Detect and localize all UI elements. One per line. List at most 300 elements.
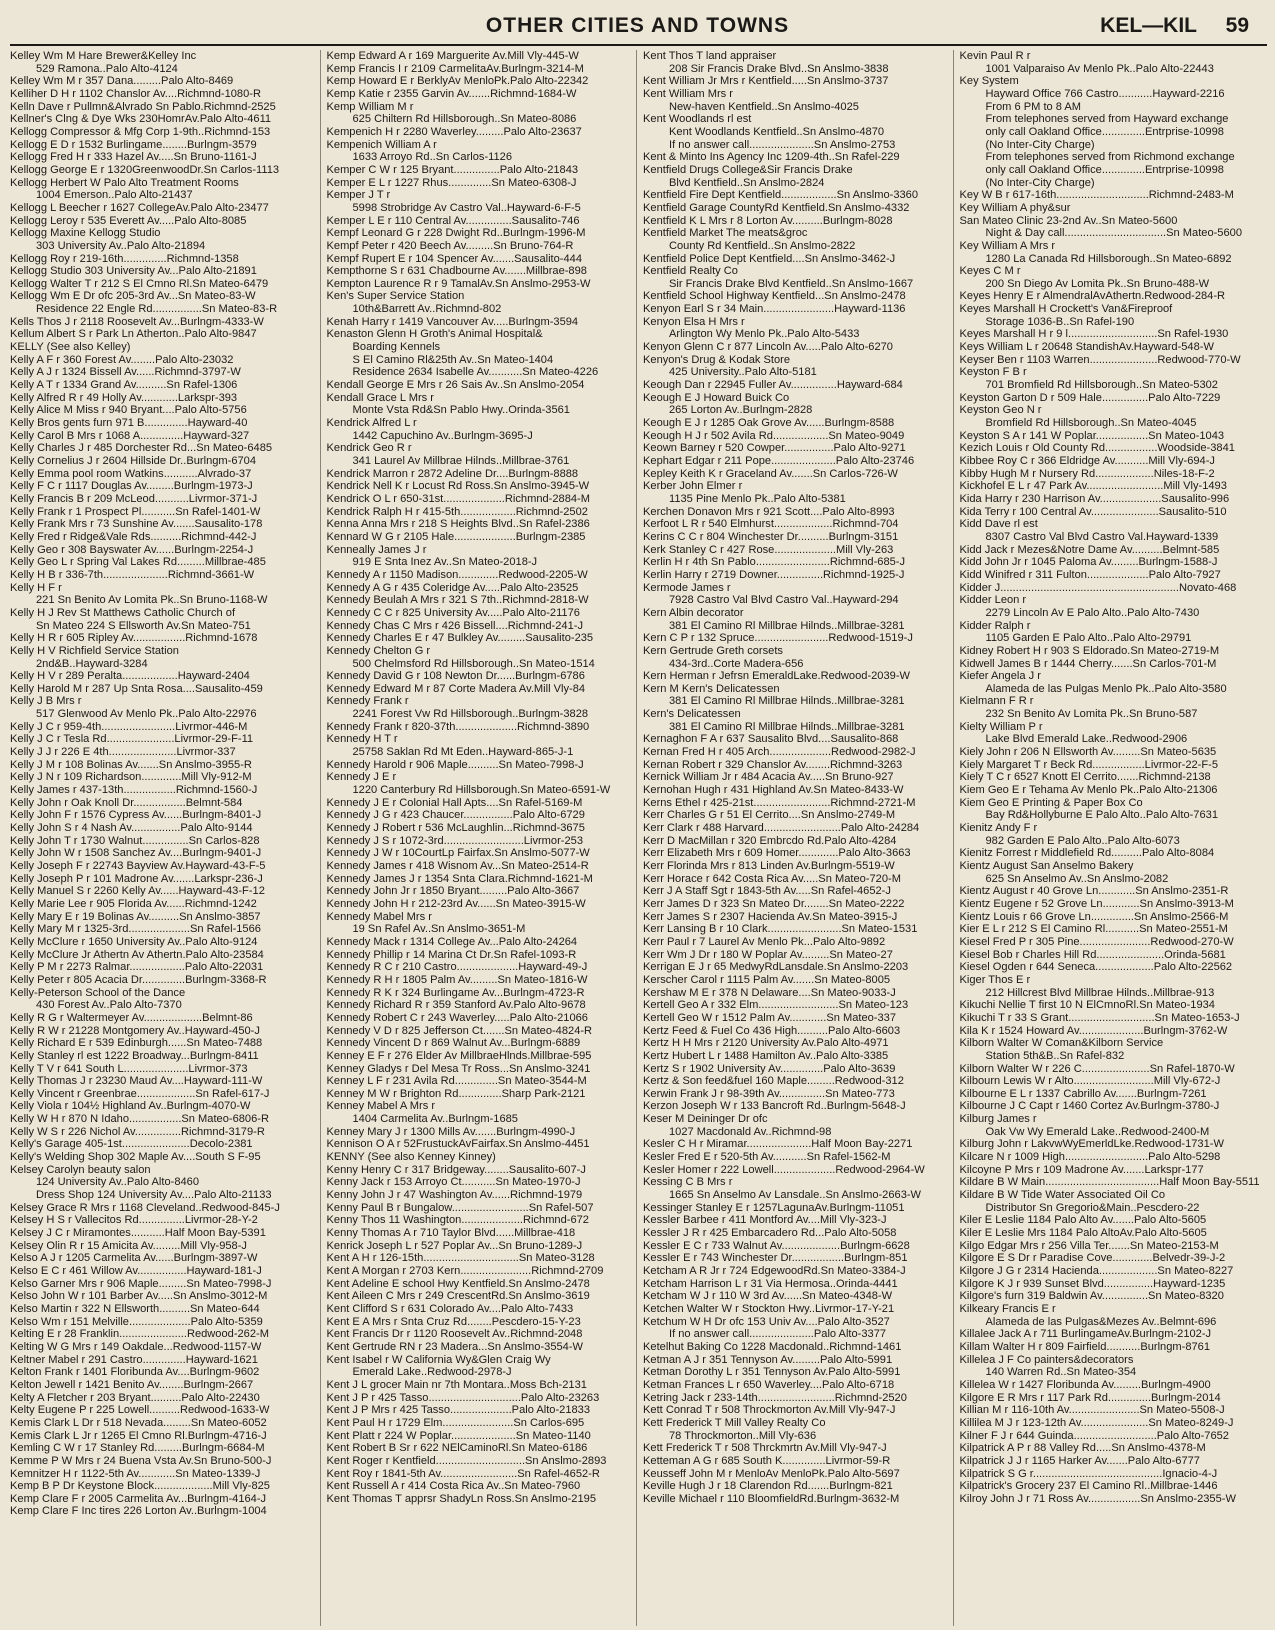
listing-line: Oak Vw Wy Emerald Lake..Redwood-2400-M (985, 1125, 1210, 1138)
listing-line: Kent Clifford S r 631 Colorado Av....Palo Alto-7433 (326, 1302, 574, 1315)
listing-line: Kelly Emma pool room Watkins...........Alvrado-37 (10, 467, 252, 480)
listing-line: Kellogg Roy r 219-16th..............Richmnd-1358 (10, 252, 239, 265)
listing-line: Kelly Geo L r Spring Val Lakes Rd.........Millbrae-485 (10, 556, 266, 569)
listing-line: Kemp Clare F Inc tires 226 Lorton Av..Burlngm-1004 (10, 1505, 267, 1518)
listing-line: Kelly Mary M r 1325-3rd....................Sn Rafel-1566 (10, 923, 261, 936)
listing-line: Kennedy J W r 10CourtLp Fairfax.Sn Anslmo-5077-W (326, 847, 590, 860)
listing-line: Kientz Louis r 66 Grove Ln..............Sn Anslmo-2566-M (959, 910, 1229, 923)
listing-line: Ketchum W H Dr ofc 153 Univ Av....Palo Alto-3527 (643, 1315, 890, 1328)
listing-line: Key System (959, 75, 1019, 88)
listing-line: Kett Conrad T r 508 Throckmorton Av.Mill Vly-947-J (643, 1404, 896, 1417)
listing-line: 5998 Strobridge Av Castro Val..Hayward-6-F-5 (352, 201, 581, 214)
listing-line: Kennedy H T r (326, 733, 398, 746)
listing-line: Kelly Harold M r 287 Up Snta Rosa....Sausalito-459 (10, 682, 263, 695)
listing-line: Keyser Ben r 1103 Warren......................Redwood-770-W (959, 353, 1241, 366)
listing-line: Kenny Thomas A r 710 Taylor Blvd......Millbrae-418 (326, 1227, 576, 1240)
listing-line: 124 University Av..Palo Alto-8460 (36, 1176, 200, 1189)
listing-line: Kerr Wm J Dr r 180 W Poplar Av.........Sn Mateo-27 (643, 948, 893, 961)
listing-line: From telephones served from Richmond exchange (985, 151, 1235, 164)
listing-line: Kent Thomas T apprsr ShadyLn Ross.Sn Anslmo-2195 (326, 1492, 596, 1505)
directory-column (327, 50, 638, 1626)
listing-line: Kerr Lansing B r 10 Clark........................Sn Mateo-1531 (643, 923, 918, 936)
listing-line: Keys William L r 20648 StandishAv.Hayward-548-W (959, 341, 1214, 354)
listing-line: Kelly Vincent r Greenbrae...................Sn Rafel-617-J (10, 1087, 270, 1100)
listing-line: Kenny John J r 47 Washington Av......Richmnd-1979 (326, 1189, 583, 1202)
listing-line: Kelly James r 437-13th.................Richmnd-1560-J (10, 784, 258, 797)
listing-line: Ketring Jack r 233-14th.........................Richmnd-2520 (643, 1391, 907, 1404)
listing-line: Kennedy Chas C Mrs r 426 Bissell....Richmnd-241-J (326, 619, 583, 632)
listing-line: Kerr Paul r 7 Laurel Av Menlo Pk...Palo Alto-9892 (643, 935, 886, 948)
header-rule (10, 44, 1267, 46)
listing-line: Kempf Rupert E r 104 Spencer Av.......Sausalito-444 (326, 252, 583, 265)
listing-line: Blvd Kentfield..Sn Anslmo-2824 (669, 176, 825, 189)
listing-line: Kessler E C r 733 Walnut Av...................Burlngm-6628 (643, 1239, 910, 1252)
listing-line: Kennedy Frank r (326, 695, 409, 708)
listing-line: Keough H J r 502 Avila Rd..................Sn Mateo-9049 (643, 429, 905, 442)
listing-line: Kerzon Joseph W r 133 Bancroft Rd..Burlngm-5648-J (643, 1100, 906, 1113)
listing-line: Kenney Gladys r Del Mesa Tr Ross...Sn Anslmo-3241 (326, 1062, 591, 1075)
listing-line: 232 Sn Benito Av Lomita Pk..Sn Bruno-587 (985, 708, 1198, 721)
listing-line: Kellogg Maxine Kellogg Studio (10, 227, 161, 240)
listing-line: (No Inter-City Charge) (985, 176, 1095, 189)
listing-line: Sir Francis Drake Blvd Kentfield..Sn Anslmo-1667 (669, 277, 914, 290)
listing-line: Kennard W G r 2105 Hale....................Burlngm-2385 (326, 530, 586, 543)
listing-line: Kemling C W r 17 Stanley Rd.........Burlngm-6684-M (10, 1442, 265, 1455)
listing-line: Kennedy J Robert r 536 McLaughlin...Richmnd-3675 (326, 822, 585, 835)
listing-line: Kennedy James J r 1354 Snta Clara.Richmnd-1621-M (326, 872, 593, 885)
directory-columns (10, 50, 1270, 1626)
listing-line: Kildare B W Tide Water Associated Oil Co (959, 1189, 1166, 1202)
listing-line: Kemp Francis I r 2109 CarmelitaAv.Burlngm-3214-M (326, 62, 584, 75)
listing-line: Kiesel Bob r Charles Hill Rd......................Orinda-5681 (959, 948, 1226, 961)
page-range-label: KEL—KIL (1100, 14, 1197, 37)
listing-line: If no answer call.....................Palo Alto-3377 (669, 1328, 887, 1341)
listing-line: Killam Walter H r 809 Fairfield...........Burlngm-8761 (959, 1340, 1211, 1353)
listing-line: Kilborn Walter W r 226 C......................Sn Rafel-1870-W (959, 1062, 1235, 1075)
listing-line: Kelley Wm M r 357 Dana.........Palo Alto-8469 (10, 75, 234, 88)
listing-line: Kesler Fred E r 520-5th Av...........Sn Rafel-1562-M (643, 1151, 891, 1164)
listing-line: Kemp Edward A r 169 Marguerite Av.Mill Vly-445-W (326, 50, 579, 62)
listing-line: Kertz Feed & Fuel Co 436 High..........Palo Alto-6603 (643, 1024, 901, 1037)
listing-line: Kila K r 1524 Howard Av.....................Burlngm-3762-W (959, 1024, 1228, 1037)
listing-line: Kelly A J r 1324 Bissell Av......Richmnd-3797-W (10, 366, 241, 379)
listing-line: Kellogg L Beecher r 1627 CollegeAv.Palo Alto-23477 (10, 201, 269, 214)
listing-line: 78 Throckmorton..Mill Vly-636 (669, 1429, 817, 1442)
listing-line: Kidder J..........................................................Novato-468 (959, 581, 1237, 594)
listing-line: Kenyon Elsa H Mrs r (643, 315, 745, 328)
listing-line: Kelly R G r Waltermeyer Av...................Belmnt-86 (10, 1011, 253, 1024)
listing-line: Kent Adeline E school Hwy Kentfield.Sn Anslmo-2478 (326, 1277, 590, 1290)
listing-line: Kelly John S r 4 Nash Av................Palo Alto-9144 (10, 822, 253, 835)
listing-line: 200 Sn Diego Av Lomita Pk..Sn Bruno-488-W (985, 277, 1210, 290)
listing-line: KELLY (See also Kelley) (10, 341, 131, 354)
listing-line: Kempton Laurence R r 9 TamalAv.Sn Anslmo-2953-W (326, 277, 591, 290)
listing-line: Kernick William Jr r 484 Acacia Av.....Sn Bruno-927 (643, 771, 894, 784)
listing-line: Storage 1036-B..Sn Rafel-190 (985, 315, 1135, 328)
listing-line: Kerchen Donavon Mrs r 921 Scott....Palo Alto-8993 (643, 505, 895, 518)
listing-line: Residence 2634 Isabelle Av...........Sn Mateo-4226 (352, 366, 599, 379)
listing-line: Kennedy Harold r 906 Maple..........Sn Mateo-7998-J (326, 758, 584, 771)
listing-line: 1665 Sn Anselmo Av Lansdale..Sn Anslmo-2663-W (669, 1189, 922, 1202)
listing-line: Kendall Grace L Mrs r (326, 391, 434, 404)
listing-line: Kent William Mrs r (643, 87, 733, 100)
listing-line: Hayward Office 766 Castro...........Hayward-2216 (985, 87, 1225, 100)
listing-line: Kientz August r 40 Grove Ln............Sn Anslmo-2351-R (959, 885, 1229, 898)
listing-line: Kenaston Glenn H Groth's Animal Hospital& (326, 328, 543, 341)
listing-line: Kennedy Mack r 1314 College Av...Palo Alto-24264 (326, 935, 578, 948)
listing-line: Kempenich William A r (326, 138, 437, 151)
listing-line: Kendrick Ralph H r 415-5th..................Richmnd-2502 (326, 505, 588, 518)
listing-line: Keusseff John M r MenloAv MenloPk.Palo Alto-5697 (643, 1467, 900, 1480)
listing-line: Kentfield Realty Co (643, 265, 738, 278)
listing-line: Kennedy J S r 1072-3rd..........................Livrmor-253 (326, 834, 583, 847)
listing-line: Kellner's Clng & Dye Wks 230HomrAv.Palo Alto-4611 (10, 113, 272, 126)
listing-line: Kellogg Leroy r 535 Everett Av.....Palo Alto-8085 (10, 214, 247, 227)
listing-line: Kelly's Garage 405-1st......................Decolo-2381 (10, 1138, 253, 1151)
listing-line: Keville Michael r 110 BloomfieldRd.Burlngm-3632-M (643, 1492, 900, 1505)
listing-line: Kershaw M E r 378 N Delaware....Sn Mateo-9033-J (643, 986, 896, 999)
listing-line: Kiler E Leslie 1184 Palo Alto Av.......Palo Alto-5605 (959, 1214, 1207, 1227)
listing-line: Kezich Louis r Old County Rd.................Woodside-3841 (959, 442, 1235, 455)
listing-line: Kilbourn Lewis W r Alto..........................Mill Vly-672-J (959, 1075, 1221, 1088)
listing-line: Kelly J C r 959-4th........................Livrmor-446-M (10, 720, 248, 733)
listing-line: Kelly-Peterson School of the Dance (10, 986, 186, 999)
listing-line: Kertell Geo W r 1512 Palm Av............Sn Mateo-337 (643, 1011, 897, 1024)
listing-line: Kelly J C r Tesla Rd......................Livrmor-29-F-11 (10, 733, 254, 746)
listing-line: Ketchen Walter W r Stockton Hwy..Livrmor-17-Y-21 (643, 1302, 895, 1315)
listing-line: Kepley Keith K r Graceland Av.......Sn Carlos-726-W (643, 467, 898, 480)
listing-line: Kemp B P Dr Keystone Block...................Mill Vly-825 (10, 1480, 270, 1493)
listing-line: Kennedy James r 418 Wisnom Av...Sn Mateo-2514-R (326, 860, 589, 872)
listing-line: Kent Francis Dr r 1120 Roosevelt Av..Richmnd-2048 (326, 1328, 583, 1341)
listing-line: Kelly H R r 605 Ripley Av.................Richmnd-1678 (10, 632, 258, 645)
listing-line: Kielmann F R r (959, 695, 1034, 708)
listing-line: Kerr James D r 323 Sn Mateo Dr........Sn Mateo-2222 (643, 897, 905, 910)
listing-line: Kernohan Hugh r 431 Highland Av.Sn Mateo-8433-W (643, 784, 904, 797)
listing-line: 529 Ramona..Palo Alto-4124 (36, 62, 178, 75)
listing-line: Kiem Geo E r Tehama Av Menlo Pk..Palo Alto-21306 (959, 784, 1218, 797)
listing-line: 919 E Snta Inez Av..Sn Mateo-2018-J (352, 556, 538, 569)
listing-line: Kellogg Studio 303 University Av...Palo Alto-21891 (10, 265, 257, 278)
listing-line: Kelley Wm M Hare Brewer&Kelley Inc (10, 50, 197, 62)
listing-line: Lake Blvd Emerald Lake..Redwood-2906 (985, 733, 1188, 746)
listing-line: Kikuchi T r 33 S Grant............................Sn Mateo-1653-J (959, 1011, 1240, 1024)
listing-line: Keyes Marshall H r 9 l.............................Sn Rafel-1930 (959, 328, 1229, 341)
listing-line: Ketman Frances L r 650 Waverley....Palo Alto-6718 (643, 1378, 895, 1391)
listing-line: Kennedy John H r 212-23rd Av......Sn Mateo-3915-W (326, 897, 586, 910)
listing-line: 1105 Garden E Palo Alto..Palo Alto-29791 (985, 632, 1192, 645)
listing-line: 7928 Castro Val Blvd Castro Val..Hayward-294 (669, 594, 899, 607)
listing-line: Kildare B W Main.....................................Half Moon Bay-5511 (959, 1176, 1260, 1189)
listing-line: Kellogg Wm E Dr ofc 205-3rd Av...Sn Mateo-83-W (10, 290, 256, 303)
listing-line: Kelly R W r 21228 Montgomery Av..Hayward-450-J (10, 1024, 260, 1037)
listing-line: Kempf Peter r 420 Beech Av.........Sn Bruno-764-R (326, 239, 574, 252)
listing-line: Keough E J Howard Buick Co (643, 391, 790, 404)
listing-line: Kemper C W r 125 Bryant...............Palo Alto-21843 (326, 163, 579, 176)
listing-line: Kelly J B Mrs r (10, 695, 82, 708)
listing-line: San Mateo Clinic 23-2nd Av..Sn Mateo-5600 (959, 214, 1178, 227)
listing-line: Kent A Morgan r 2703 Kern.......................Richmnd-2709 (326, 1265, 604, 1277)
listing-line: 1280 La Canada Rd Hillsborough..Sn Mateo-6892 (985, 252, 1232, 265)
listing-line: 1004 Emerson..Palo Alto-21437 (36, 189, 193, 202)
listing-line: Kemp Howard E r BerklyAv MenloPk.Palo Alto-22342 (326, 75, 589, 88)
listing-line: Kennedy Chelton G r (326, 644, 431, 657)
listing-line: Kientz August San Anselmo Bakery (959, 860, 1134, 872)
listing-line: Kidder Ralph r (959, 619, 1031, 632)
listing-line: Kilgore K J r 939 Sunset Blvd................Hayward-1235 (959, 1277, 1226, 1290)
listing-line: Kendrick Geo R r (326, 442, 412, 455)
listing-line: Kennedy Richard R r 359 Stanford Av.Palo Alto-9678 (326, 999, 586, 1012)
listing-line: Kennedy Phillip r 14 Marina Ct Dr.Sn Rafel-1093-R (326, 948, 577, 961)
listing-line: Kennedy V D r 825 Jefferson Ct.......Sn Mateo-4824-R (326, 1024, 593, 1037)
listing-line: 2nd&B..Hayward-3284 (36, 657, 148, 670)
listing-line: Kemper J T r (326, 189, 391, 202)
listing-line: Keyston Geo N r (959, 404, 1042, 417)
listing-line: Kent J L grocer Main nr 7th Montara..Moss Bch-2131 (326, 1378, 587, 1391)
listing-line: Kelsey J C r Miramontes...........Half Moon Bay-5391 (10, 1227, 266, 1240)
listing-line: Kent Isabel r W California Wy&Glen Craig Wy (326, 1353, 551, 1366)
listing-line: Kidwell James B r 1444 Cherry.......Sn Carlos-701-M (959, 657, 1217, 670)
listing-line: Kelly J N r 109 Richardson.............Mill Vly-912-M (10, 771, 252, 784)
listing-line: Kennedy Vincent D r 869 Walnut Av...Burlngm-6889 (326, 1037, 581, 1050)
listing-line: Kelly Marie Lee r 905 Florida Av......Richmnd-1242 (10, 897, 257, 910)
listing-line: 2279 Lincoln Av E Palo Alto..Palo Alto-7430 (985, 606, 1200, 619)
listing-line: Kelly A F r 360 Forest Av........Palo Alto-23032 (10, 353, 234, 366)
listing-line: Kenyon Glenn C r 877 Lincoln Av.....Palo Alto-6270 (643, 341, 893, 354)
listing-line: Kennedy C C r 825 University Av.....Palo Alto-21176 (326, 606, 580, 619)
listing-line: 2241 Forest Vw Rd Hillsborough..Burlngm-3828 (352, 708, 589, 721)
listing-line: Kenney Mabel A Mrs r (326, 1100, 436, 1113)
listing-line: Kelly Joseph F r 22743 Bayview Av.Hayward-43-F-5 (10, 860, 266, 872)
listing-line: Kiesel Fred P r 305 Pine.......................Redwood-270-W (959, 935, 1234, 948)
listing-line: 1001 Valparaiso Av Menlo Pk..Palo Alto-22443 (985, 62, 1214, 75)
listing-line: 19 Sn Rafel Av..Sn Anslmo-3651-M (352, 923, 526, 936)
listing-line: Kelly H B r 336-7th.....................Richmnd-3661-W (10, 568, 255, 581)
listing-line: Kelly Carol B Mrs r 1068 A..............Hayward-327 (10, 429, 250, 442)
listing-line: Kent Thos T land appraiser (643, 50, 777, 62)
listing-line: Kennedy J E r (326, 771, 397, 784)
listing-line: Kennedy Edward M r 87 Corte Madera Av.Mill Vly-84 (326, 682, 586, 695)
listing-line: Kennedy Frank r 820-37th....................Richmnd-3890 (326, 720, 590, 733)
listing-line: Keyston S A r 141 W Poplar.................Sn Mateo-1043 (959, 429, 1225, 442)
page-title: OTHER CITIES AND TOWNS (485, 14, 790, 37)
listing-line: Kent Roger r Kentfield.............................Sn Anslmo-2893 (326, 1454, 607, 1467)
listing-line: Kelly McClure r 1650 University Av..Palo Alto-9124 (10, 935, 258, 948)
listing-line: Kerr J A Staff Sgt r 1843-5th Av.....Sn Rafel-4652-J (643, 885, 891, 898)
listing-line: Dress Shop 124 University Av....Palo Alto-21133 (36, 1189, 272, 1202)
listing-line: Kielty William P r (959, 720, 1043, 733)
listing-line: If no answer call.....................Sn Anslmo-2753 (669, 138, 896, 151)
listing-line: 434-3rd..Corte Madera-656 (669, 657, 804, 670)
listing-line: Kelly J J r 226 E 4th......................Livrmor-337 (10, 746, 236, 759)
listing-line: Kiesel Ogden r 644 Seneca...................Palo Alto-22562 (959, 961, 1233, 974)
listing-line: 517 Glenwood Av Menlo Pk..Palo Alto-22976 (36, 708, 257, 721)
listing-line: Kernan Fred H r 405 Arch....................Redwood-2982-J (643, 746, 916, 759)
listing-line: Kelly Thomas J r 23230 Maud Av....Hayward-111-W (10, 1075, 263, 1088)
listing-line: Kennedy A r 1150 Madison.............Redwood-2205-W (326, 568, 588, 581)
listing-line: Kern Herman r Jefrsn EmeraldLake.Redwood-2039-W (643, 670, 910, 683)
listing-line: Kennison O A r 52FrustuckAvFairfax.Sn Anslmo-4451 (326, 1138, 590, 1151)
listing-line: Kidd Dave rl est (959, 518, 1038, 531)
listing-line: Residence 22 Engle Rd................Sn Mateo-83-R (36, 303, 278, 316)
listing-line: Keough Dan r 22945 Fuller Av...............Hayward-684 (643, 379, 903, 392)
listing-line: Kilgore's furn 319 Baldwin Av...............Sn Mateo-8320 (959, 1290, 1224, 1303)
listing-line: Keown Barney r 520 Cowper................Palo Alto-9271 (643, 442, 906, 455)
listing-line: Kelly H F r (10, 581, 62, 594)
listing-line: Kent Robert B Sr r 622 NElCaminoRl.Sn Mateo-6186 (326, 1442, 588, 1455)
listing-line: Kelly Frank Mrs r 73 Sunshine Av.......Sausalito-178 (10, 518, 263, 531)
page-header (0, 0, 1275, 44)
listing-line: Kida Harry r 230 Harrison Av....................Sausalito-996 (959, 492, 1230, 505)
listing-line: Kennedy Robert C r 243 Waverley.....Palo Alto-21066 (326, 1011, 588, 1024)
listing-line: Ken's Super Service Station (326, 290, 465, 303)
listing-line: Kelton Frank r 1401 Floribunda Av....Burlngm-9602 (10, 1366, 260, 1379)
listing-line: S El Camino Rl&25th Av..Sn Mateo-1404 (352, 353, 554, 366)
listing-line: Kerr Horace r 642 Costa Rica Av.....Sn Mateo-720-M (643, 872, 901, 885)
listing-line: 212 Hillcrest Blvd Millbrae Hilnds..Millbrae-913 (985, 986, 1215, 999)
listing-line: 1027 Macdonald Av..Richmnd-98 (669, 1125, 832, 1138)
directory-column (643, 50, 954, 1626)
listing-line: Kiler E Leslie Mrs 1184 Palo AltoAv.Palo Alto-5605 (959, 1227, 1207, 1240)
listing-line: Kent Russell A r 414 Costa Rica Av..Sn Mateo-7960 (326, 1480, 581, 1493)
listing-line: Kevin Paul R r (959, 50, 1031, 62)
listing-line: Keser M Deininger Dr ofc (643, 1113, 768, 1126)
listing-line: Kemper E L r 1227 Rhus..............Sn Mateo-6308-J (326, 176, 577, 189)
listing-line: Ketcham Harrison L r 31 Via Hermosa..Orinda-4441 (643, 1277, 898, 1290)
listing-line: 625 Chiltern Rd Hillsborough..Sn Mateo-8086 (352, 113, 577, 126)
listing-line: Kessler J R r 425 Embarcadero Rd...Palo Alto-5058 (643, 1227, 897, 1240)
listing-line: Kerr Clark r 488 Harvard.........................Palo Alto-24284 (643, 822, 920, 835)
listing-line: Monte Vsta Rd&Sn Pablo Hwy..Orinda-3561 (352, 404, 570, 417)
listing-line: 1442 Capuchino Av..Burlngm-3695-J (352, 429, 533, 442)
listing-line: Kelly Fred r Ridge&Vale Rds..........Richmnd-442-J (10, 530, 257, 543)
listing-line: 1220 Canterbury Rd Hillsborough.Sn Mateo-6591-W (352, 784, 611, 797)
listing-line: Kerwin Frank J r 98-39th Av...............Sn Mateo-773 (643, 1087, 895, 1100)
listing-line: Kelly McClure Jr Athertn Av Athertn.Palo Alto-23584 (10, 948, 264, 961)
listing-line: 625 Sn Anselmo Av..Sn Anslmo-2082 (985, 872, 1169, 885)
listing-line: Kennedy John Jr r 1850 Bryant.........Palo Alto-3667 (326, 885, 580, 898)
listing-line: Kelly John T r 1730 Walnut...............Sn Carlos-828 (10, 834, 260, 847)
listing-line: Kilgore E R Mrs r 117 Park Rd..............Burlngm-2014 (959, 1391, 1221, 1404)
listing-line: Kellogg Walter T r 212 S El Cmno Rl.Sn Mateo-6479 (10, 277, 269, 290)
listing-line: Kennedy J E r Colonial Hall Apts....Sn Rafel-5169-M (326, 796, 583, 809)
listing-line: Killian M r 116-10th Av.......................Sn Mateo-5508-J (959, 1404, 1225, 1417)
listing-line: Kiely Margaret T r Beck Rd.................Livrmor-22-F-5 (959, 758, 1219, 771)
listing-line: Kessler Barbee r 411 Montford Av....Mill Vly-323-J (643, 1214, 887, 1227)
listing-line: Ketelhut Baking Co 1228 Macdonald..Richmnd-1461 (643, 1340, 902, 1353)
listing-line: Kilgo Edgar Mrs r 256 Villa Ter.......Sn Mateo-2153-M (959, 1239, 1219, 1252)
listing-line: Kempf Leonard G r 228 Dwight Rd..Burlngm-1996-M (326, 227, 586, 240)
listing-line: Killilea M J r 123-12th Av......................Sn Mateo-8249-J (959, 1416, 1234, 1429)
listing-line: From 6 PM to 8 AM (985, 100, 1082, 113)
listing-line: Kelsey H S r Vallecitos Rd...............Livrmor-28-Y-2 (10, 1214, 258, 1227)
listing-line: Kesler Homer r 222 Lowell....................Redwood-2964-W (643, 1163, 925, 1176)
listing-line: Kelly H V r 289 Peralta..................Hayward-2404 (10, 670, 250, 683)
listing-line: Kerlin Harry r 2719 Downer...............Richmnd-1925-J (643, 568, 905, 581)
listing-line: Kelly Francis B r 209 McLeod...........Livrmor-371-J (10, 492, 258, 505)
listing-line: Kempthorne S r 631 Chadbourne Av.......Millbrae-898 (326, 265, 587, 278)
listing-line: Kerr James S r 2307 Hacienda Av.Sn Mateo-3915-J (643, 910, 898, 923)
listing-line: Kennedy David G r 108 Newton Dr......Burlngm-6786 (326, 670, 585, 683)
listing-line: Keltner Mabel r 291 Castro..............Hayward-1621 (10, 1353, 258, 1366)
listing-line: Kenyon Earl S r 34 Main.......................Hayward-1136 (643, 303, 906, 316)
listing-line: Kessler E r 743 Winchester Dr.................Burlngm-851 (643, 1252, 908, 1265)
listing-line: only call Oakland Office..............Entrprise-10998 (985, 163, 1224, 176)
listing-line: Kent Aileen C Mrs r 249 CrescentRd.Sn Anslmo-3619 (326, 1290, 590, 1303)
listing-line: Kerr Charles G r 51 El Cerrito....Sn Anslmo-2749-M (643, 809, 896, 822)
listing-line: Kelty A Fletcher r 203 Bryant..........Palo Alto-22430 (10, 1391, 260, 1404)
listing-line: Kenny Jack r 153 Arroyo Ct...........Sn Mateo-1970-J (326, 1176, 581, 1189)
listing-line: Kelly Frank r 1 Prospect Pl...........Sn Rafel-1401-W (10, 505, 261, 518)
listing-line: Kelso Garner Mrs r 906 Maple.........Sn Mateo-7998-J (10, 1277, 272, 1290)
listing-line: Kilroy John J r 71 Ross Av.................Sn Anslmo-2355-W (959, 1492, 1236, 1505)
listing-line: Kent Roy r 1841-5th Av.........................Sn Rafel-4652-R (326, 1467, 600, 1480)
listing-line: Kentfield Drugs College&Sir Francis Drake (643, 163, 853, 176)
listing-line: Kennedy R C r 210 Castro....................Hayward-49-J (326, 961, 588, 974)
listing-line: Kiger Thos E r (959, 973, 1031, 986)
listing-line: Key W B r 617-16th..............................Richmnd-2483-M (959, 189, 1234, 202)
listing-line: Ketcham W J r 110 W 3rd Av......Sn Mateo-4348-W (643, 1290, 893, 1303)
listing-line: Kells Thos J r 2118 Roosevelt Av...Burlngm-4333-W (10, 315, 264, 328)
listing-line: Bay Rd&Hollyburne E Palo Alto..Palo Alto-7631 (985, 809, 1218, 822)
listing-line: 341 Laurel Av Millbrae Hilnds..Millbrae-3761 (352, 455, 570, 467)
listing-line: Kemis Clark L Dr r 518 Nevada.........Sn Mateo-6052 (10, 1416, 267, 1429)
listing-line: Kentfield Fire Dept Kentfield..................Sn Anslmo-3360 (643, 189, 919, 202)
listing-line: Kerr Elizabeth Mrs r 609 Homer.............Palo Alto-3663 (643, 847, 911, 860)
listing-line: Killelea J F Co painters&decorators (959, 1353, 1134, 1366)
listing-line: 303 University Av..Palo Alto-21894 (36, 239, 206, 252)
listing-line: 1633 Arroyo Rd..Sn Carlos-1126 (352, 151, 513, 164)
listing-line: Kent William Jr Mrs r Kentfield.....Sn Anslmo-3737 (643, 75, 889, 88)
listing-line: Kerk Stanley C r 427 Rose....................Mill Vly-263 (643, 543, 894, 556)
listing-line: Kiefer Angela J r (959, 670, 1041, 683)
listing-line: Kett Frederick T r 508 Thrckmrtn Av.Mill Vly-947-J (643, 1442, 887, 1455)
listing-line: Kennedy A G r 435 Coleridge Av.....Palo Alto-23525 (326, 581, 579, 594)
listing-line: Kilpatrick's Grocery 237 El Camino Rl..Millbrae-1446 (959, 1480, 1218, 1493)
listing-line: Kelliher D H r 1102 Chanslor Av....Richmnd-1080-R (10, 87, 261, 100)
listing-line: Kentfield K L Mrs r 8 Lorton Av..........Burlngm-8028 (643, 214, 893, 227)
listing-line: Kenyon's Drug & Kodak Store (643, 353, 791, 366)
listing-line: Kenney M W r Brighton Rd..............Sharp Park-2121 (326, 1087, 586, 1100)
listing-line: (No Inter-City Charge) (985, 138, 1095, 151)
listing-line: 1135 Pine Menlo Pk..Palo Alto-5381 (669, 492, 846, 505)
listing-line: Kennedy Charles E r 47 Bulkley Av.........Sausalito-235 (326, 632, 594, 645)
listing-line: 265 Lorton Av..Burlngm-2828 (669, 404, 813, 417)
listing-line: 500 Chelmsford Rd Hillsborough..Sn Mateo-1514 (352, 657, 595, 670)
listing-line: Kenny Thos 11 Washington....................Richmnd-672 (326, 1214, 589, 1227)
listing-line: Killelea W r 1427 Floribunda Av.........Burlngm-4900 (959, 1378, 1211, 1391)
directory-column (960, 50, 1271, 1626)
listing-line: Kemp Clare F r 2005 Carmelita Av...Burlngm-4164-J (10, 1492, 267, 1505)
listing-line: Kennedy R H r 1805 Palm Av.........Sn Mateo-1816-W (326, 973, 588, 986)
listing-line: Kellogg Fred H r 333 Hazel Av.....Sn Bruno-1161-J (10, 151, 257, 164)
listing-line: Kelsey Olin R r 15 Amicita Av.........Mill Vly-958-J (10, 1239, 247, 1252)
listing-line: Kenny Henry C r 317 Bridgeway........Sausalito-607-J (326, 1163, 586, 1176)
listing-line: 221 Sn Benito Av Lomita Pk..Sn Bruno-1168-W (36, 594, 268, 607)
listing-line: Kilbourne J C Capt r 1460 Cortez Av.Burlngm-3780-J (959, 1100, 1220, 1113)
listing-line: County Rd Kentfield..Sn Anslmo-2822 (669, 239, 856, 252)
listing-line: 8307 Castro Val Blvd Castro Val.Hayward-1339 (985, 530, 1219, 543)
listing-line: 140 Warren Rd..Sn Mateo-354 (985, 1366, 1137, 1379)
page-number: 59 (1225, 14, 1249, 37)
listing-line: Ketcham A R Jr r 724 EdgewoodRd.Sn Mateo-3384-J (643, 1265, 906, 1277)
listing-line: Kellum Albert S r Park Ln Atherton..Palo Alto-9847 (10, 328, 257, 341)
listing-line: Kilpatrick S G r..........................................Ignacio-4-J (959, 1467, 1218, 1480)
listing-line: Kidd Winifred r 311 Fulton....................Palo Alto-7927 (959, 568, 1221, 581)
listing-line: 25758 Saklan Rd Mt Eden..Hayward-865-J-1 (352, 746, 574, 759)
listing-line: New-haven Kentfield..Sn Anslmo-4025 (669, 100, 859, 113)
listing-line: Ketman Dorothy L r 351 Tennyson Av.Palo Alto-5991 (643, 1366, 901, 1379)
